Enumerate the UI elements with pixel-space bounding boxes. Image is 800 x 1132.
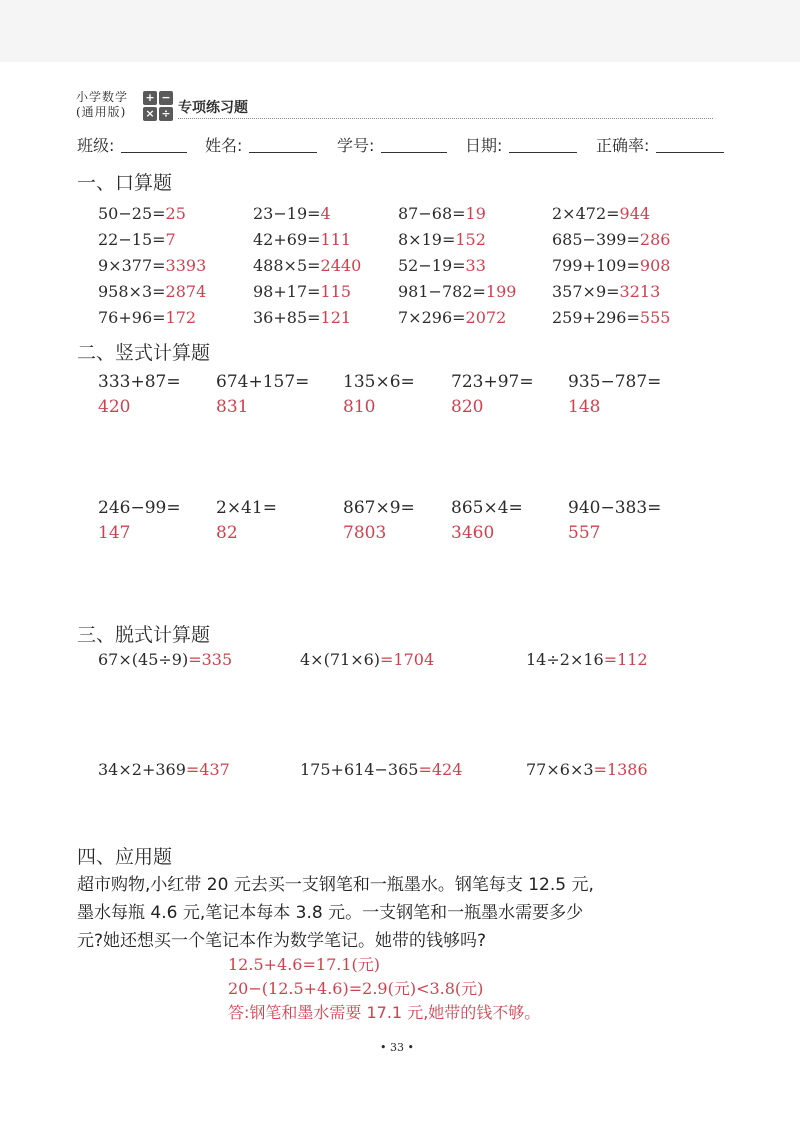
vertical-answer: 147 <box>98 523 131 543</box>
mental-question: 22−15= <box>98 230 166 249</box>
mental-answer: 25 <box>165 204 186 223</box>
stepwise-question: 67×(45÷9) <box>98 650 189 669</box>
plus-icon: + <box>143 91 157 105</box>
stepwise-item <box>98 650 232 669</box>
problem-line-1: 超市购物,小红带 20 元去买一支钢笔和一瓶墨水。钢笔每支 12.5 元, <box>77 875 594 895</box>
mental-item <box>253 204 331 223</box>
problem-line-3: 元?她还想买一个笔记本作为数学笔记。她带的钱够吗? <box>77 931 487 951</box>
name-blank[interactable] <box>249 152 317 153</box>
top-band <box>0 0 800 62</box>
stepwise-question: 34×2+369 <box>98 760 186 779</box>
mental-answer: 3213 <box>619 282 661 301</box>
stepwise-question: 77×6×3 <box>526 760 594 779</box>
mental-answer: 3393 <box>165 256 207 275</box>
series-title: 专项练习题 <box>178 100 248 116</box>
id-label: 学号: <box>337 136 375 155</box>
mental-answer: 111 <box>320 230 352 249</box>
stepwise-question: 175+614−365 <box>300 760 419 779</box>
mental-item <box>98 308 196 327</box>
vertical-answer: 148 <box>568 397 601 417</box>
stepwise-answer: =1704 <box>380 650 435 669</box>
mental-item <box>98 230 176 249</box>
vertical-answer: 420 <box>98 397 131 417</box>
brand-label <box>76 90 128 120</box>
mental-item <box>398 230 486 249</box>
stepwise-answer: =335 <box>188 650 233 669</box>
vertical-question: 867×9= <box>343 498 415 518</box>
page-number: • 33 • <box>380 1041 414 1054</box>
mental-item <box>552 230 670 249</box>
mental-answer: 2874 <box>165 282 207 301</box>
vertical-question: 723+97= <box>451 372 534 392</box>
mental-answer: 555 <box>639 308 671 327</box>
mental-answer: 115 <box>320 282 352 301</box>
section-1-title: 一、口算题 <box>77 172 173 194</box>
mental-item <box>398 282 516 301</box>
mental-question: 98+17= <box>253 282 321 301</box>
mental-item <box>253 308 351 327</box>
mental-answer: 7 <box>165 230 176 249</box>
vertical-question: 333+87= <box>98 372 181 392</box>
stepwise-answer: =424 <box>418 760 463 779</box>
class-label: 班级: <box>77 136 115 155</box>
mental-question: 799+109= <box>552 256 640 275</box>
accuracy-label: 正确率: <box>596 136 650 155</box>
mental-item <box>552 282 660 301</box>
mental-item <box>253 256 361 275</box>
stepwise-item <box>300 760 462 779</box>
problem-line-2: 墨水每瓶 4.6 元,笔记本每本 3.8 元。一支钢笔和一瓶墨水需要多少 <box>77 903 584 923</box>
mental-item <box>253 230 351 249</box>
vertical-question: 2×41= <box>216 498 277 518</box>
id-blank[interactable] <box>381 152 447 153</box>
vertical-answer: 820 <box>451 397 484 417</box>
mental-question: 42+69= <box>253 230 321 249</box>
solution-line-2: 20−(12.5+4.6)=2.9(元)<3.8(元) <box>228 979 484 998</box>
stepwise-question: 14÷2×16 <box>526 650 604 669</box>
mental-question: 8×19= <box>398 230 456 249</box>
mental-question: 52−19= <box>398 256 466 275</box>
mental-question: 981−782= <box>398 282 486 301</box>
vertical-question: 940−383= <box>568 498 662 518</box>
mental-item <box>398 204 486 223</box>
vertical-answer: 7803 <box>343 523 387 543</box>
stepwise-question: 4×(71×6) <box>300 650 381 669</box>
times-icon: × <box>143 107 157 121</box>
mental-item <box>98 282 206 301</box>
name-label: 姓名: <box>205 136 243 155</box>
section-4-title: 四、应用题 <box>77 846 173 868</box>
mental-question: 259+296= <box>552 308 640 327</box>
mental-answer: 199 <box>485 282 517 301</box>
stepwise-item <box>98 760 230 779</box>
brand-line-2: (通用版) <box>76 105 127 119</box>
divide-icon: ÷ <box>159 107 173 121</box>
mental-answer: 908 <box>639 256 671 275</box>
mental-answer: 286 <box>639 230 671 249</box>
mental-answer: 2072 <box>465 308 507 327</box>
mental-item <box>398 256 486 275</box>
section-3-title: 三、脱式计算题 <box>77 624 211 646</box>
mental-item <box>398 308 506 327</box>
mental-question: 76+96= <box>98 308 166 327</box>
vertical-question: 135×6= <box>343 372 415 392</box>
vertical-question: 865×4= <box>451 498 523 518</box>
date-blank[interactable] <box>509 152 577 153</box>
mental-item <box>552 204 650 223</box>
header-divider <box>178 118 713 119</box>
vertical-answer: 557 <box>568 523 601 543</box>
stepwise-item <box>526 760 648 779</box>
mental-question: 685−399= <box>552 230 640 249</box>
mental-item <box>98 204 186 223</box>
stepwise-item <box>526 650 648 669</box>
mental-answer: 2440 <box>320 256 362 275</box>
vertical-question: 674+157= <box>216 372 310 392</box>
mental-item <box>253 282 351 301</box>
mental-answer: 4 <box>320 204 331 223</box>
mental-question: 50−25= <box>98 204 166 223</box>
vertical-question: 935−787= <box>568 372 662 392</box>
mental-question: 2×472= <box>552 204 620 223</box>
vertical-answer: 810 <box>343 397 376 417</box>
mental-question: 9×377= <box>98 256 166 275</box>
minus-icon: − <box>159 91 173 105</box>
vertical-question: 246−99= <box>98 498 181 518</box>
mental-answer: 172 <box>165 308 197 327</box>
stepwise-answer: =437 <box>185 760 230 779</box>
vertical-answer: 831 <box>216 397 249 417</box>
mental-item <box>552 308 670 327</box>
stepwise-answer: =112 <box>603 650 648 669</box>
mental-answer: 121 <box>320 308 352 327</box>
mental-item <box>98 256 206 275</box>
mental-question: 87−68= <box>398 204 466 223</box>
mental-answer: 944 <box>619 204 651 223</box>
mental-question: 23−19= <box>253 204 321 223</box>
operator-logo-icon <box>143 91 173 121</box>
mental-question: 488×5= <box>253 256 321 275</box>
mental-question: 958×3= <box>98 282 166 301</box>
class-blank[interactable] <box>121 152 187 153</box>
solution-line-1: 12.5+4.6=17.1(元) <box>228 955 380 974</box>
section-2-title: 二、竖式计算题 <box>77 342 211 364</box>
mental-answer: 33 <box>465 256 486 275</box>
mental-answer: 19 <box>465 204 486 223</box>
brand-line-1: 小学数学 <box>76 90 129 104</box>
date-label: 日期: <box>465 136 503 155</box>
mental-item <box>552 256 670 275</box>
mental-answer: 152 <box>455 230 486 249</box>
stepwise-item <box>300 650 434 669</box>
mental-question: 357×9= <box>552 282 620 301</box>
mental-question: 36+85= <box>253 308 321 327</box>
accuracy-blank[interactable] <box>656 152 724 153</box>
stepwise-answer: =1386 <box>593 760 648 779</box>
solution-answer: 答:钢笔和墨水需要 17.1 元,她带的钱不够。 <box>228 1003 541 1022</box>
mental-question: 7×296= <box>398 308 466 327</box>
vertical-answer: 3460 <box>451 523 495 543</box>
vertical-answer: 82 <box>216 523 238 543</box>
